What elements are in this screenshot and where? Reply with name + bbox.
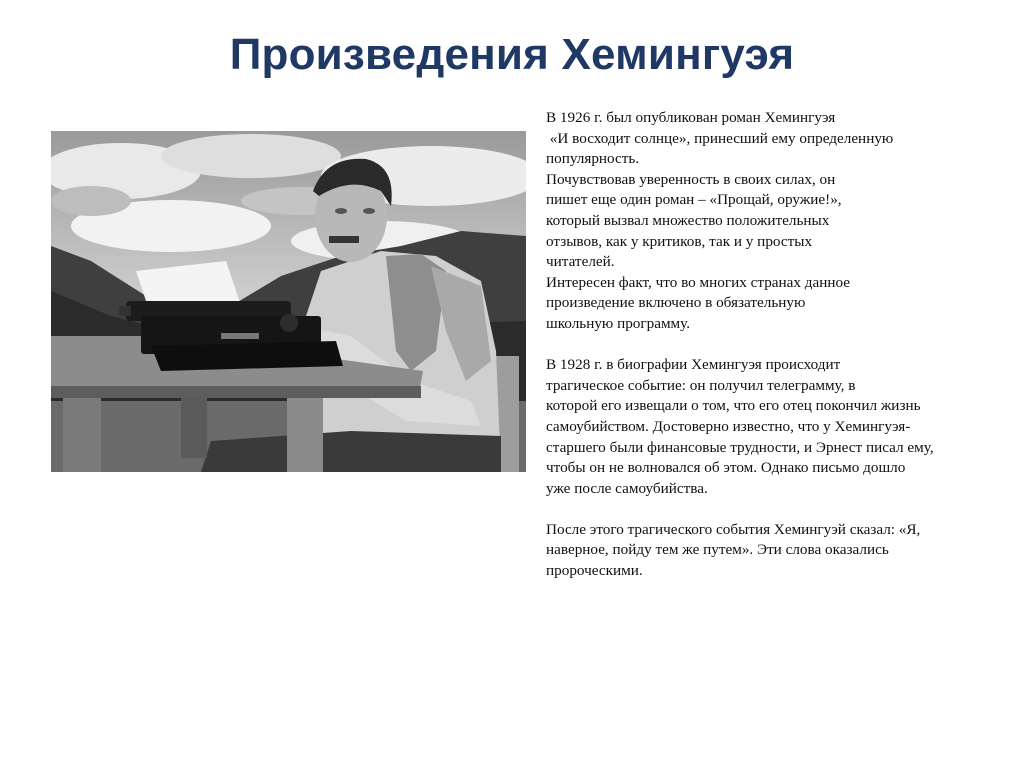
text-line: старшего были финансовые трудности, и Эрнест писал ему, <box>546 438 934 456</box>
text-line: «И восходит солнце», принесший ему определенную <box>546 129 894 147</box>
body-text <box>546 108 996 582</box>
text-line: Почувствовав уверенность в своих силах, он <box>546 170 836 188</box>
text-line: школьную программу. <box>546 314 691 332</box>
text-line: отзывов, как у критиков, так и у простых <box>546 232 813 250</box>
text-line: После этого трагического события Хемингуэй сказал: «Я, <box>546 520 921 538</box>
paragraph-1 <box>546 108 996 335</box>
text-line: пишет еще один роман – «Прощай, оружие!», <box>546 191 842 209</box>
hemingway-typewriter-photo <box>51 131 526 472</box>
text-line: Интересен факт, что во многих странах данное <box>546 273 851 291</box>
text-line: В 1928 г. в биографии Хемингуэя происходит <box>546 356 841 374</box>
text-line: пророческими. <box>546 562 643 580</box>
paragraph-3 <box>546 520 996 582</box>
text-line: популярность. <box>546 150 640 168</box>
text-line: читателей. <box>546 253 615 271</box>
text-line: которой его извещали о том, что его отец покончил жизнь <box>546 397 921 415</box>
text-line: уже после самоубийства. <box>546 479 708 497</box>
text-line: трагическое событие: он получил телеграмму, в <box>546 376 856 394</box>
text-line: который вызвал множество положительных <box>546 211 830 229</box>
text-line: произведение включено в обязательную <box>546 294 806 312</box>
paragraph-gap <box>546 335 996 356</box>
text-line: наверное, пойду тем же путем». Эти слова оказались <box>546 541 889 559</box>
paragraph-gap <box>546 499 996 520</box>
paragraph-2 <box>546 355 996 499</box>
text-line: самоубийством. Достоверно известно, что у Хемингуэя- <box>546 417 911 435</box>
text-line: чтобы он не волновался об этом. Однако письмо дошло <box>546 459 906 477</box>
slide-title: Произведения Хемингуэя <box>229 30 795 79</box>
text-line: В 1926 г. был опубликован роман Хемингуэя <box>546 109 836 126</box>
